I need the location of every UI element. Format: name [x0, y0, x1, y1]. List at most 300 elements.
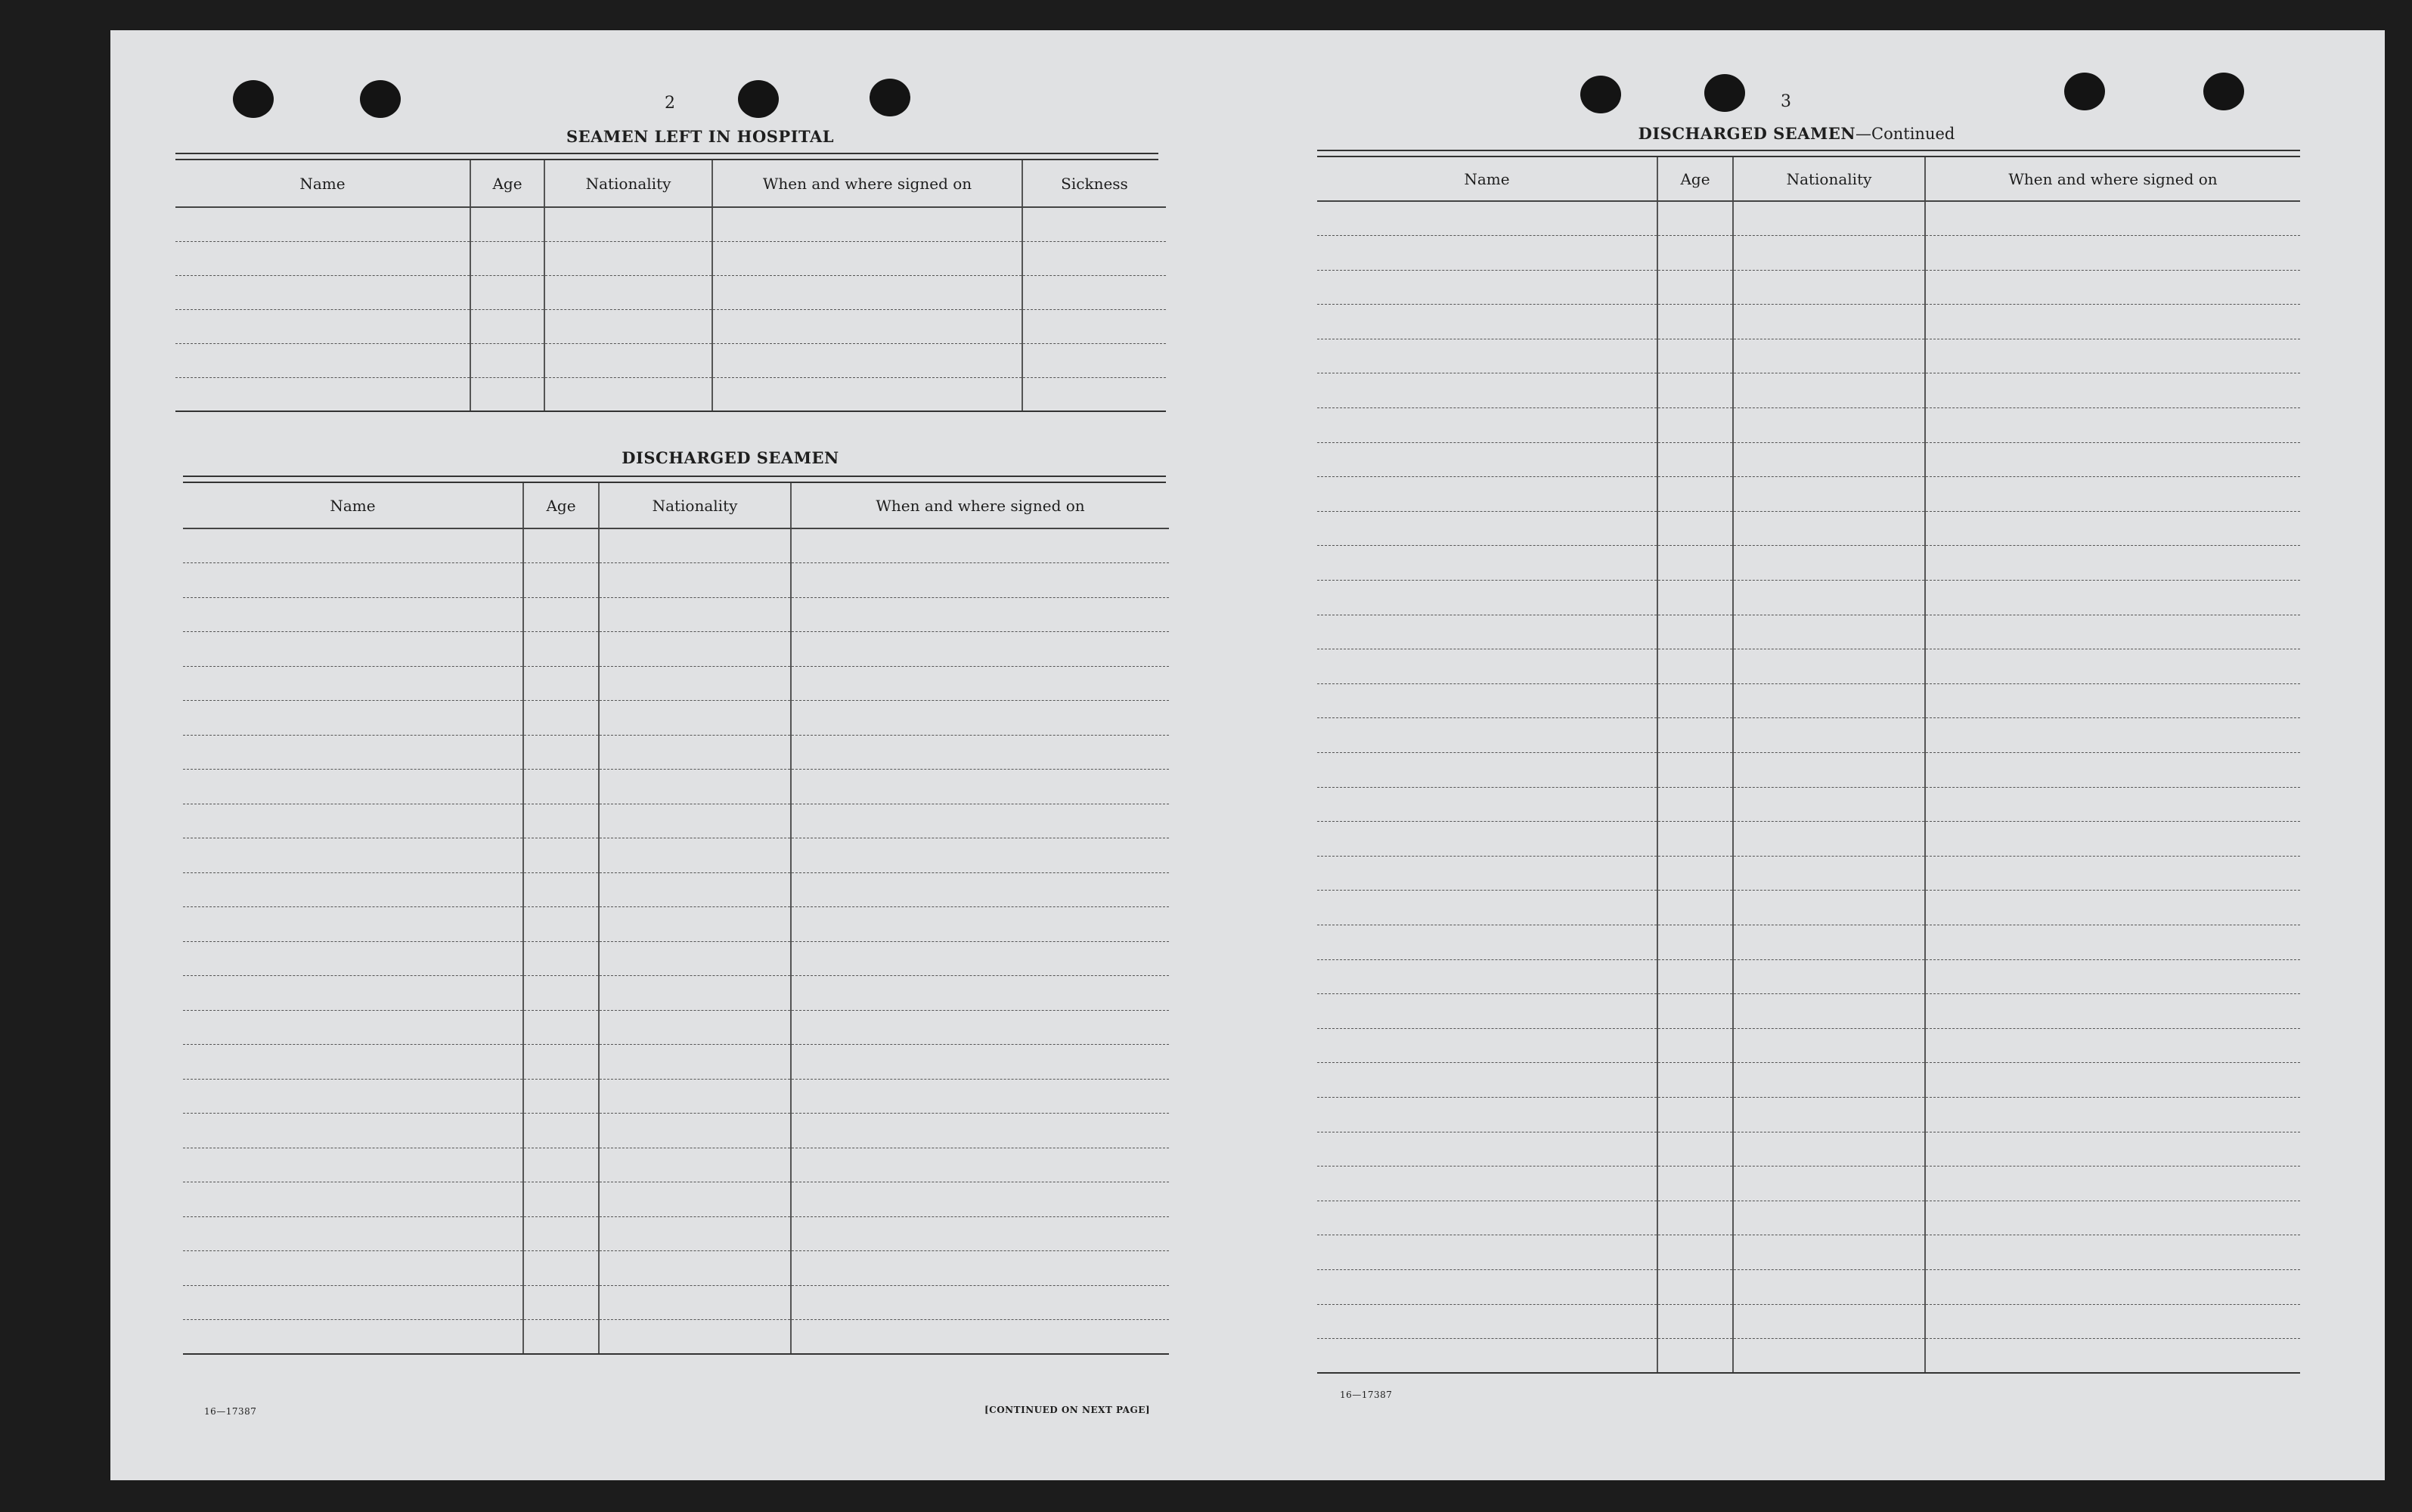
blank-cell: [1733, 408, 1925, 443]
blank-cell: [1657, 615, 1733, 649]
blank-cell: [183, 1182, 523, 1217]
discharged-continued-table: [1317, 157, 2300, 1374]
table-row: [183, 528, 1169, 563]
blank-cell: [1733, 891, 1925, 925]
blank-cell: [712, 207, 1022, 241]
column-header: Name: [175, 160, 470, 207]
blank-cell: [1317, 305, 1657, 339]
blank-cell: [1733, 925, 1925, 959]
column-header: Nationality: [544, 160, 712, 207]
blank-cell: [1733, 787, 1925, 822]
blank-cell: [1317, 373, 1657, 408]
blank-cell: [183, 1320, 523, 1355]
blank-cell: [712, 275, 1022, 309]
blank-cell: [470, 207, 544, 241]
table-row: [1317, 236, 2300, 271]
blank-cell: [1317, 753, 1657, 788]
blank-cell: [1925, 856, 2300, 891]
table-row: [183, 666, 1169, 701]
blank-cell: [1925, 994, 2300, 1029]
blank-cell: [470, 275, 544, 309]
blank-cell: [1317, 959, 1657, 994]
blank-cell: [1317, 1201, 1657, 1235]
blank-cell: [1657, 1028, 1733, 1063]
blank-cell: [1733, 339, 1925, 373]
blank-cell: [1317, 1269, 1657, 1304]
blank-cell: [183, 770, 523, 804]
blank-cell: [470, 241, 544, 275]
blank-cell: [175, 275, 470, 309]
blank-cell: [1925, 477, 2300, 512]
blank-cell: [712, 309, 1022, 343]
table-row: [183, 735, 1169, 770]
table-row: [183, 770, 1169, 804]
blank-cell: [183, 563, 523, 598]
blank-cell: [1657, 546, 1733, 581]
blank-cell: [1925, 891, 2300, 925]
blank-cell: [1657, 1063, 1733, 1098]
table-row: [183, 976, 1169, 1011]
blank-cell: [1657, 1097, 1733, 1132]
blank-cell: [183, 735, 523, 770]
blank-cell: [1733, 1028, 1925, 1063]
table-row: [1317, 1235, 2300, 1270]
blank-cell: [1733, 477, 1925, 512]
blank-cell: [1317, 718, 1657, 753]
blank-cell: [1317, 822, 1657, 857]
blank-cell: [1317, 511, 1657, 546]
blank-cell: [523, 701, 599, 736]
blank-cell: [1657, 1304, 1733, 1339]
blank-cell: [523, 1114, 599, 1148]
blank-cell: [791, 597, 1169, 632]
blank-cell: [599, 563, 791, 598]
blank-cell: [1733, 683, 1925, 718]
table-row: [1317, 1304, 2300, 1339]
blank-cell: [791, 1114, 1169, 1148]
blank-cell: [599, 838, 791, 873]
blank-cell: [544, 275, 712, 309]
blank-cell: [183, 1114, 523, 1148]
table-row: [1317, 683, 2300, 718]
blank-cell: [523, 770, 599, 804]
blank-cell: [183, 1216, 523, 1251]
blank-cell: [1022, 343, 1166, 377]
blank-cell: [1925, 753, 2300, 788]
blank-cell: [1317, 201, 1657, 236]
blank-cell: [523, 597, 599, 632]
blank-cell: [1733, 1235, 1925, 1270]
blank-cell: [183, 1079, 523, 1114]
left-page: [110, 30, 1245, 1480]
blank-cell: [1733, 442, 1925, 477]
blank-cell: [1925, 270, 2300, 305]
column-header: Age: [523, 483, 599, 528]
page-number: 2: [665, 94, 675, 113]
table-row: [183, 1216, 1169, 1251]
blank-cell: [791, 872, 1169, 907]
blank-cell: [791, 1216, 1169, 1251]
blank-cell: [791, 770, 1169, 804]
blank-cell: [523, 838, 599, 873]
table-row: [183, 597, 1169, 632]
blank-cell: [599, 666, 791, 701]
blank-cell: [183, 872, 523, 907]
table-row: [175, 309, 1166, 343]
blank-cell: [599, 1285, 791, 1320]
blank-cell: [175, 377, 470, 411]
blank-cell: [1317, 270, 1657, 305]
blank-cell: [1657, 753, 1733, 788]
table-row: [183, 1045, 1169, 1080]
blank-cell: [599, 701, 791, 736]
blank-cell: [1657, 856, 1733, 891]
blank-cell: [1925, 305, 2300, 339]
blank-cell: [1657, 1269, 1733, 1304]
table-row: [175, 343, 1166, 377]
blank-cell: [1657, 305, 1733, 339]
right-page: [1245, 30, 2385, 1480]
blank-cell: [1925, 511, 2300, 546]
column-header: Name: [183, 483, 523, 528]
blank-cell: [523, 632, 599, 667]
blank-cell: [791, 941, 1169, 976]
blank-cell: [183, 907, 523, 942]
blank-cell: [1733, 305, 1925, 339]
blank-cell: [1733, 1304, 1925, 1339]
blank-cell: [1657, 581, 1733, 615]
blank-cell: [599, 1045, 791, 1080]
table-row: [183, 804, 1169, 838]
blank-cell: [1657, 477, 1733, 512]
blank-cell: [791, 632, 1169, 667]
table-row: [183, 1251, 1169, 1286]
blank-cell: [544, 309, 712, 343]
blank-cell: [599, 1010, 791, 1045]
table-row: [1317, 1132, 2300, 1167]
blank-cell: [1317, 994, 1657, 1029]
table-row: [1317, 546, 2300, 581]
table-row: [1317, 856, 2300, 891]
section-rule: [1317, 150, 2300, 157]
blank-cell: [1925, 1339, 2300, 1374]
blank-cell: [712, 241, 1022, 275]
blank-cell: [1317, 1063, 1657, 1098]
blank-cell: [791, 838, 1169, 873]
blank-cell: [712, 343, 1022, 377]
blank-cell: [1733, 1132, 1925, 1167]
punch-hole: [2064, 73, 2105, 110]
blank-cell: [1022, 207, 1166, 241]
table-row: [1317, 718, 2300, 753]
blank-cell: [523, 976, 599, 1011]
table-row: [1317, 581, 2300, 615]
column-header: Name: [1317, 157, 1657, 201]
blank-cell: [1022, 275, 1166, 309]
blank-cell: [1657, 649, 1733, 684]
blank-cell: [175, 207, 470, 241]
blank-cell: [1317, 408, 1657, 443]
blank-cell: [183, 701, 523, 736]
table-row: [183, 872, 1169, 907]
table-row: [175, 207, 1166, 241]
blank-cell: [791, 1010, 1169, 1045]
blank-cell: [599, 770, 791, 804]
column-header: Nationality: [599, 483, 791, 528]
blank-cell: [1733, 581, 1925, 615]
blank-cell: [1317, 1235, 1657, 1270]
blank-cell: [523, 1148, 599, 1182]
table-row: [1317, 511, 2300, 546]
punch-hole: [870, 79, 910, 116]
table-row: [1317, 1269, 2300, 1304]
punch-hole: [1580, 76, 1621, 113]
table-row: [183, 1320, 1169, 1355]
blank-cell: [544, 207, 712, 241]
blank-cell: [523, 666, 599, 701]
hospital-table: [175, 160, 1166, 412]
blank-cell: [1657, 891, 1733, 925]
blank-cell: [1733, 1201, 1925, 1235]
blank-cell: [1733, 649, 1925, 684]
blank-cell: [1925, 718, 2300, 753]
blank-cell: [1317, 477, 1657, 512]
table-row: [183, 1182, 1169, 1217]
blank-cell: [1657, 994, 1733, 1029]
blank-cell: [1733, 718, 1925, 753]
blank-cell: [1925, 546, 2300, 581]
blank-cell: [1925, 581, 2300, 615]
blank-cell: [599, 804, 791, 838]
table-row: [1317, 615, 2300, 649]
blank-cell: [523, 1010, 599, 1045]
blank-cell: [1925, 787, 2300, 822]
blank-cell: [1733, 822, 1925, 857]
table-row: [183, 1079, 1169, 1114]
blank-cell: [1925, 1304, 2300, 1339]
table-row: [1317, 925, 2300, 959]
blank-cell: [470, 309, 544, 343]
blank-cell: [1317, 339, 1657, 373]
blank-cell: [791, 907, 1169, 942]
blank-cell: [1317, 925, 1657, 959]
table-row: [1317, 1097, 2300, 1132]
blank-cell: [1657, 442, 1733, 477]
blank-cell: [1733, 1269, 1925, 1304]
blank-cell: [183, 1148, 523, 1182]
blank-cell: [791, 804, 1169, 838]
blank-cell: [1733, 959, 1925, 994]
blank-cell: [791, 1182, 1169, 1217]
blank-cell: [1925, 442, 2300, 477]
table-row: [1317, 339, 2300, 373]
blank-cell: [1733, 1339, 1925, 1374]
blank-cell: [1925, 1269, 2300, 1304]
blank-cell: [1925, 683, 2300, 718]
blank-cell: [1733, 373, 1925, 408]
blank-cell: [599, 1079, 791, 1114]
blank-cell: [1925, 1235, 2300, 1270]
table-row: [1317, 994, 2300, 1029]
blank-cell: [1657, 373, 1733, 408]
blank-cell: [599, 976, 791, 1011]
blank-cell: [1733, 1063, 1925, 1098]
blank-cell: [1657, 511, 1733, 546]
punch-hole: [233, 80, 274, 118]
blank-cell: [1657, 201, 1733, 236]
blank-cell: [523, 1285, 599, 1320]
table-row: [183, 701, 1169, 736]
blank-cell: [791, 1148, 1169, 1182]
blank-cell: [470, 377, 544, 411]
blank-cell: [791, 528, 1169, 563]
table-row: [175, 241, 1166, 275]
blank-cell: [599, 941, 791, 976]
section-rule: [183, 476, 1166, 483]
blank-cell: [1657, 787, 1733, 822]
table-row: [1317, 1167, 2300, 1201]
blank-cell: [1925, 1132, 2300, 1167]
document-sheet: [110, 30, 2385, 1480]
blank-cell: [544, 241, 712, 275]
column-header: When and where signed on: [1925, 157, 2300, 201]
blank-cell: [599, 872, 791, 907]
blank-cell: [599, 597, 791, 632]
blank-cell: [183, 804, 523, 838]
blank-cell: [1925, 1097, 2300, 1132]
table-row: [1317, 649, 2300, 684]
blank-cell: [183, 597, 523, 632]
blank-cell: [183, 976, 523, 1011]
blank-cell: [1022, 309, 1166, 343]
blank-cell: [1733, 856, 1925, 891]
table-row: [1317, 408, 2300, 443]
blank-cell: [523, 941, 599, 976]
blank-cell: [791, 701, 1169, 736]
blank-cell: [523, 907, 599, 942]
blank-cell: [1925, 959, 2300, 994]
blank-cell: [1925, 408, 2300, 443]
blank-cell: [791, 1045, 1169, 1080]
punch-hole: [738, 80, 779, 118]
blank-cell: [1657, 1339, 1733, 1374]
blank-cell: [791, 1079, 1169, 1114]
table-row: [1317, 270, 2300, 305]
blank-cell: [1317, 1097, 1657, 1132]
blank-cell: [523, 1251, 599, 1286]
blank-cell: [791, 1285, 1169, 1320]
blank-cell: [183, 632, 523, 667]
discharged-section-title: DISCHARGED SEAMEN: [622, 448, 839, 467]
blank-cell: [599, 1114, 791, 1148]
table-row: [183, 1010, 1169, 1045]
blank-cell: [523, 1079, 599, 1114]
column-header: When and where signed on: [791, 483, 1169, 528]
blank-cell: [1657, 270, 1733, 305]
continued-note: [CONTINUED ON NEXT PAGE]: [984, 1405, 1151, 1415]
blank-cell: [1733, 511, 1925, 546]
section-rule: [175, 153, 1158, 160]
blank-cell: [1657, 1235, 1733, 1270]
blank-cell: [1733, 994, 1925, 1029]
blank-cell: [1733, 615, 1925, 649]
table-row: [1317, 477, 2300, 512]
blank-cell: [183, 838, 523, 873]
blank-cell: [183, 528, 523, 563]
table-row: [1317, 201, 2300, 236]
blank-cell: [1925, 1063, 2300, 1098]
blank-cell: [599, 1320, 791, 1355]
blank-cell: [1317, 1339, 1657, 1374]
blank-cell: [1657, 1132, 1733, 1167]
blank-cell: [1733, 236, 1925, 271]
blank-cell: [1925, 615, 2300, 649]
blank-cell: [1925, 236, 2300, 271]
blank-cell: [1317, 236, 1657, 271]
blank-cell: [599, 1148, 791, 1182]
blank-cell: [175, 241, 470, 275]
blank-cell: [791, 735, 1169, 770]
discharged-continued-title: [1638, 124, 1955, 143]
table-row: [183, 1114, 1169, 1148]
blank-cell: [1657, 408, 1733, 443]
table-row: [1317, 442, 2300, 477]
blank-cell: [183, 1251, 523, 1286]
column-header: Sickness: [1022, 160, 1166, 207]
table-row: [183, 1285, 1169, 1320]
table-row: [1317, 1028, 2300, 1063]
blank-cell: [1657, 1201, 1733, 1235]
table-row: [1317, 1339, 2300, 1374]
table-row: [1317, 959, 2300, 994]
blank-cell: [523, 735, 599, 770]
blank-cell: [1317, 1132, 1657, 1167]
blank-cell: [599, 632, 791, 667]
blank-cell: [1317, 856, 1657, 891]
hospital-section-title: SEAMEN LEFT IN HOSPITAL: [566, 127, 835, 146]
blank-cell: [1317, 891, 1657, 925]
table-row: [1317, 305, 2300, 339]
blank-cell: [599, 528, 791, 563]
table-row: [183, 1148, 1169, 1182]
blank-cell: [1925, 201, 2300, 236]
blank-cell: [523, 1182, 599, 1217]
blank-cell: [1657, 718, 1733, 753]
table-row: [1317, 373, 2300, 408]
blank-cell: [1925, 925, 2300, 959]
table-row: [183, 563, 1169, 598]
blank-cell: [1925, 339, 2300, 373]
form-code: 16—17387: [1340, 1390, 1393, 1400]
blank-cell: [1657, 959, 1733, 994]
blank-cell: [1925, 1167, 2300, 1201]
table-row: [183, 907, 1169, 942]
blank-cell: [1733, 201, 1925, 236]
blank-cell: [1657, 925, 1733, 959]
blank-cell: [1317, 1167, 1657, 1201]
blank-cell: [1317, 649, 1657, 684]
blank-cell: [1925, 822, 2300, 857]
punch-hole: [1704, 74, 1745, 112]
page-number: 3: [1781, 92, 1791, 111]
blank-cell: [175, 343, 470, 377]
table-row: [175, 377, 1166, 411]
blank-cell: [1925, 373, 2300, 408]
blank-cell: [791, 666, 1169, 701]
blank-cell: [544, 343, 712, 377]
blank-cell: [175, 309, 470, 343]
table-row: [1317, 787, 2300, 822]
